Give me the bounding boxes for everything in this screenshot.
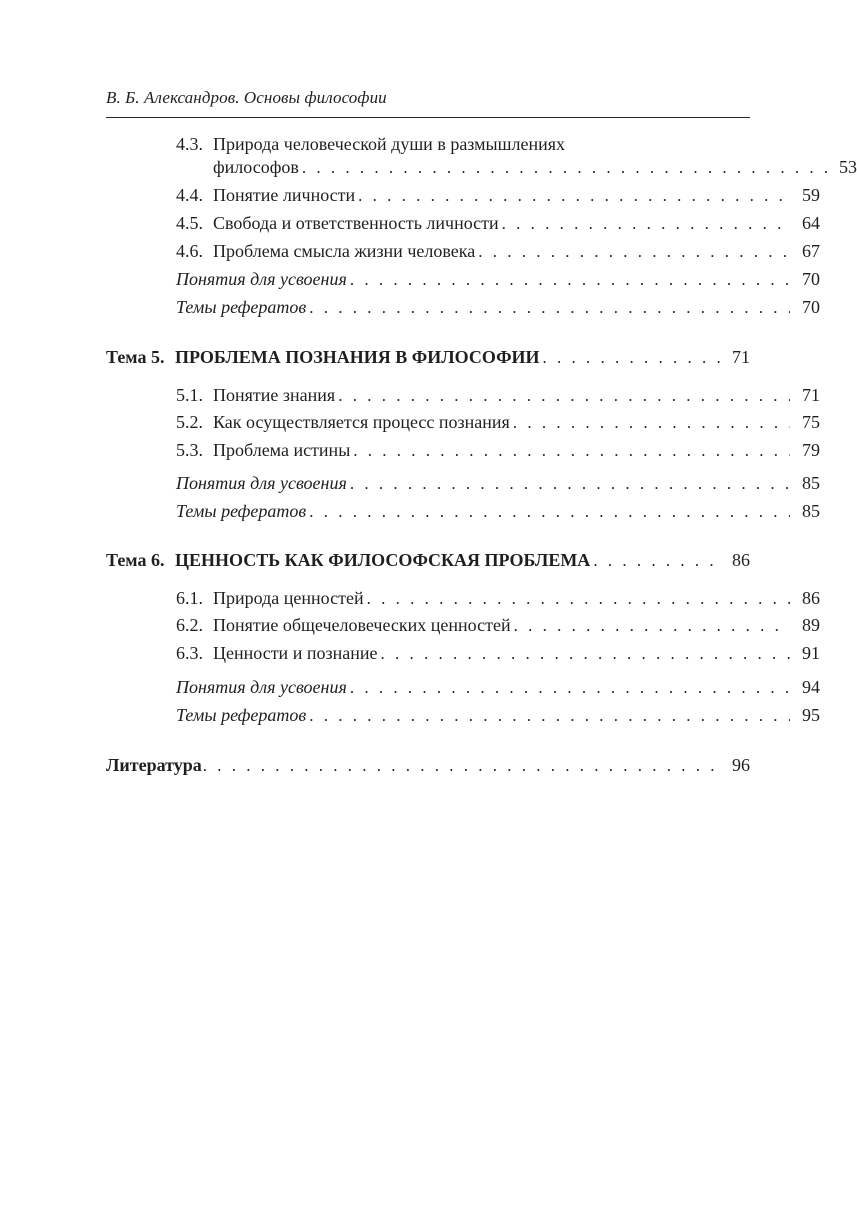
entry-title: Темы рефератов (176, 705, 307, 725)
entry-title: Проблема истины (213, 440, 351, 460)
page-number: 85 (802, 473, 820, 493)
dot-leader (513, 411, 790, 435)
page-number: 79 (802, 440, 820, 460)
page-number: 59 (802, 185, 820, 205)
entry-number: 4.6. (176, 241, 203, 261)
page-number: 86 (732, 550, 750, 570)
dot-leader (593, 549, 720, 573)
toc-entry-essay-topics[interactable] (106, 499, 820, 523)
entry-title: Проблема смысла жизни человека (213, 241, 476, 261)
page-number: 85 (802, 501, 820, 521)
page-number: 75 (802, 412, 820, 432)
entry-title: Понятия для усвоения (176, 473, 347, 493)
page-number: 71 (732, 347, 750, 367)
entry-title: Как осуществляется процесс познания (213, 412, 510, 432)
dot-leader (338, 384, 790, 408)
entry-title: Понятия для усвоения (176, 269, 347, 289)
entry-title: Понятие общечеловеческих ценностей (213, 615, 511, 635)
dot-leader (350, 472, 790, 496)
entry-number: 6.3. (176, 643, 203, 663)
topic-label: Тема 5. (106, 347, 165, 367)
entry-title: Понятие личности (213, 185, 356, 205)
entry-title: Темы рефератов (176, 501, 307, 521)
toc-entry-4-4[interactable] (106, 183, 820, 207)
page-number: 64 (802, 213, 820, 233)
dot-leader (367, 587, 790, 611)
entry-title-continued: философов (213, 157, 299, 177)
dot-leader (203, 754, 720, 778)
toc-literature[interactable] (106, 753, 750, 777)
header-rule (106, 117, 750, 118)
dot-leader (514, 614, 790, 638)
dot-leader (543, 346, 720, 370)
literature-title: Литература (106, 755, 202, 775)
dot-leader (302, 156, 827, 180)
toc-entry-concepts[interactable] (106, 267, 820, 291)
toc-entry-4-5[interactable] (106, 211, 820, 235)
entry-number: 5.1. (176, 385, 203, 405)
entry-title: Природа ценностей (213, 588, 364, 608)
toc-entry-6-2[interactable] (106, 613, 820, 637)
toc-entry-concepts[interactable] (106, 675, 820, 699)
entry-number: 4.5. (176, 213, 203, 233)
entry-title: Понятие знания (213, 385, 336, 405)
toc-entry-4-3-line1[interactable] (176, 132, 565, 156)
page-number: 94 (802, 677, 820, 697)
toc-entry-5-2[interactable] (106, 410, 820, 434)
toc-entry-concepts[interactable] (106, 471, 820, 495)
dot-leader (309, 500, 790, 524)
toc-entry-5-3[interactable] (106, 438, 820, 462)
entry-title: Понятия для усвоения (176, 677, 347, 697)
toc-entry-6-1[interactable] (106, 586, 820, 610)
toc-entry-4-6[interactable] (106, 239, 820, 263)
entry-title: Ценности и познание (213, 643, 378, 663)
entry-title: Свобода и ответственность личности (213, 213, 499, 233)
page-number: 89 (802, 615, 820, 635)
toc-entry-6-3[interactable] (106, 641, 820, 665)
toc-topic-6[interactable] (106, 548, 750, 572)
entry-number: 4.4. (176, 185, 203, 205)
entry-number: 6.2. (176, 615, 203, 635)
entry-number: 5.3. (176, 440, 203, 460)
toc-topic-5[interactable] (106, 345, 750, 369)
dot-leader (353, 439, 790, 463)
page-number: 91 (802, 643, 820, 663)
dot-leader (309, 704, 790, 728)
dot-leader (502, 212, 790, 236)
page-number: 67 (802, 241, 820, 261)
page-number: 71 (802, 385, 820, 405)
page-number: 86 (802, 588, 820, 608)
topic-title: ПРОБЛЕМА ПОЗНАНИЯ В ФИЛОСОФИИ (175, 347, 540, 367)
toc-entry-5-1[interactable] (106, 383, 820, 407)
entry-title: Природа человеческой души в размышлениях (213, 134, 566, 154)
toc-entry-essay-topics[interactable] (106, 295, 820, 319)
toc-entry-essay-topics[interactable] (106, 703, 820, 727)
running-head: В. Б. Александров. Основы философии (106, 88, 387, 107)
topic-label: Тема 6. (106, 550, 165, 570)
page-number: 70 (802, 297, 820, 317)
page-number: 96 (732, 755, 750, 775)
entry-number: 6.1. (176, 588, 203, 608)
entry-number: 4.3. (176, 134, 203, 154)
dot-leader (358, 184, 790, 208)
dot-leader (478, 240, 790, 264)
topic-title: ЦЕННОСТЬ КАК ФИЛОСОФСКАЯ ПРОБЛЕМА (175, 550, 591, 570)
entry-number: 5.2. (176, 412, 203, 432)
dot-leader (380, 642, 790, 666)
dot-leader (350, 676, 790, 700)
page-number: 70 (802, 269, 820, 289)
page-number: 95 (802, 705, 820, 725)
page-number: 53 (839, 157, 857, 177)
dot-leader (350, 268, 790, 292)
entry-title: Темы рефератов (176, 297, 307, 317)
dot-leader (309, 296, 790, 320)
toc-entry-4-3-line2[interactable] (106, 155, 857, 179)
